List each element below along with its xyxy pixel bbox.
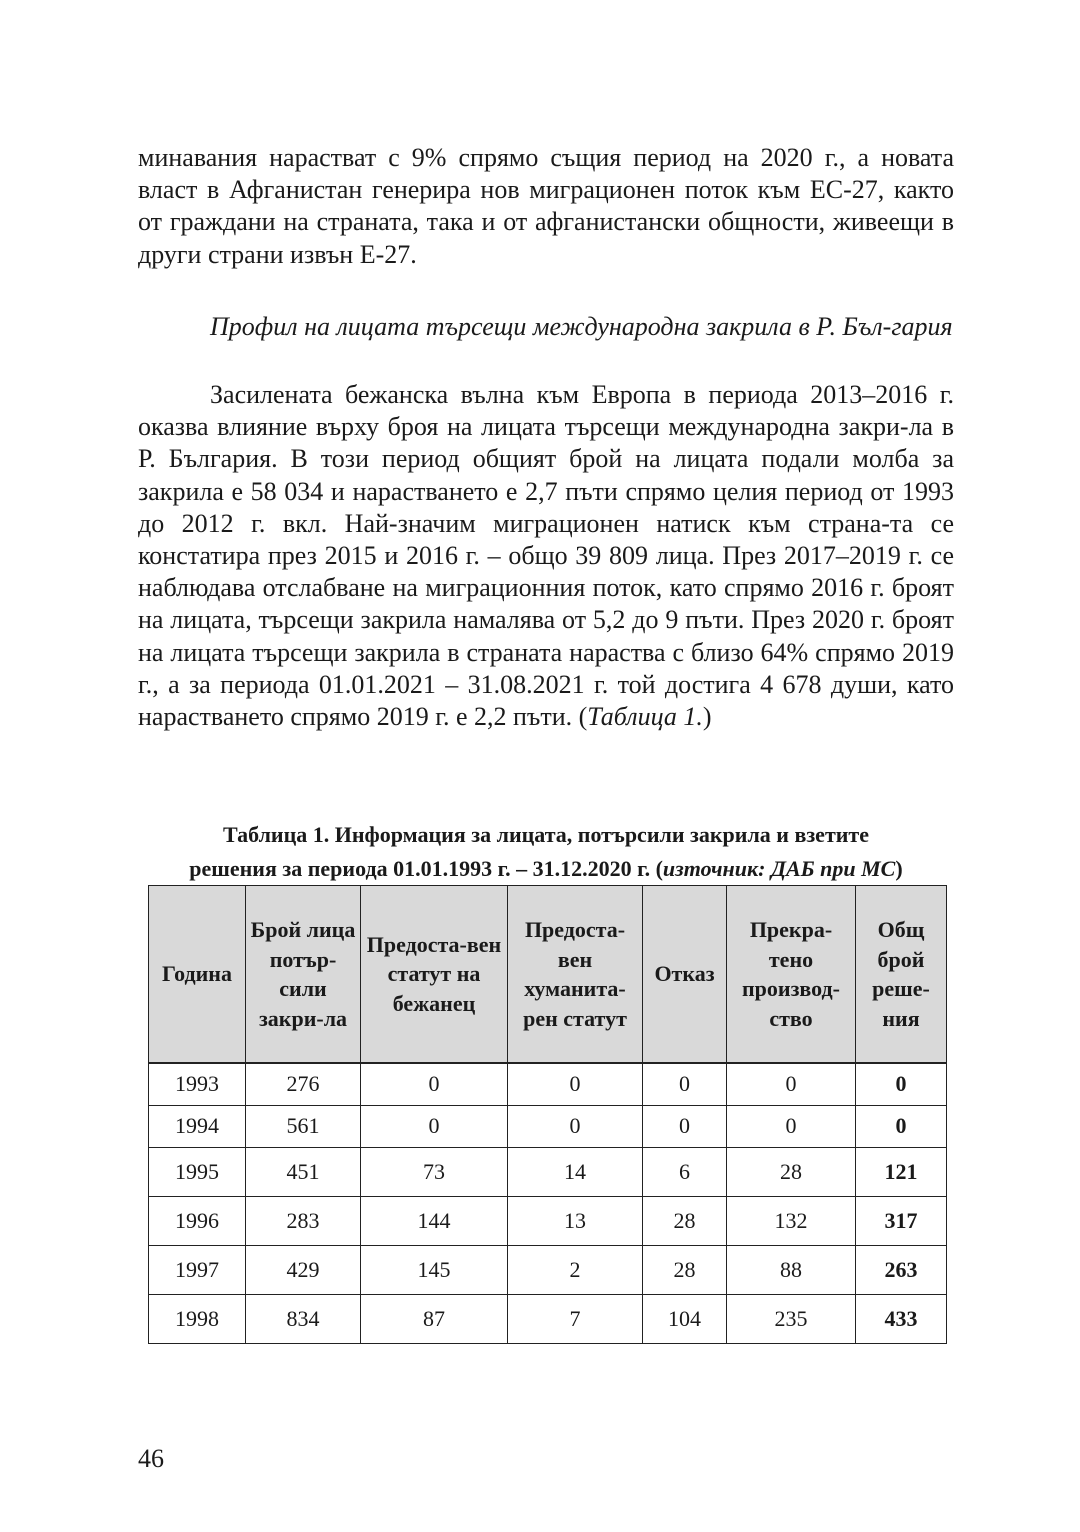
cell-year: 1997 [149,1245,246,1294]
header-applicants: Брой лица потър-сили закри-ла [246,886,361,1064]
table-row [149,1294,947,1343]
table-row [149,1105,947,1147]
caption-line-2: решения за периода 01.01.1993 г. – 31.12.2020 г. ( [189,856,663,881]
cell-refugee-status: 144 [361,1196,508,1245]
caption-source: източник: ДАБ при МС [662,856,896,881]
cell-applicants: 561 [246,1105,361,1147]
cell-humanitarian-status: 14 [508,1147,643,1196]
cell-terminated: 0 [727,1063,856,1105]
header-refugee-status: Предоста-вен статут на бежанец [361,886,508,1064]
cell-applicants: 276 [246,1063,361,1105]
paragraph-1: минавания нарастват с 9% спрямо същия период на 2020 г., а новата власт в Афганистан генерира нов миграционен поток към ЕС-27, както от граждани на страната, така и от афганистански общности, живеещи в други страни извън Е-27. [138,143,954,269]
cell-terminated: 235 [727,1294,856,1343]
section-heading: Профил на лицата търсещи международна закрила в Р. Бъл-гария [210,312,953,341]
header-total-decisions: Общ брой реше-ния [856,886,947,1064]
table-row [149,1147,947,1196]
cell-total: 433 [856,1294,947,1343]
cell-applicants: 429 [246,1245,361,1294]
cell-refusal: 104 [643,1294,727,1343]
cell-applicants: 283 [246,1196,361,1245]
paragraph-2-end: ) [702,702,712,732]
table-row [149,1196,947,1245]
cell-year: 1993 [149,1063,246,1105]
header-refusal: Отказ [643,886,727,1064]
cell-total: 0 [856,1063,947,1105]
cell-humanitarian-status: 0 [508,1105,643,1147]
cell-terminated: 0 [727,1105,856,1147]
cell-refusal: 28 [643,1245,727,1294]
caption-line-1: Таблица 1. Информация за лицата, потърсили закрила и взетите [222,822,869,847]
table-reference: Таблица 1. [587,702,703,732]
cell-applicants: 451 [246,1147,361,1196]
cell-refusal: 0 [643,1063,727,1105]
cell-year: 1995 [149,1147,246,1196]
page-number: 46 [138,1444,164,1473]
cell-refusal: 28 [643,1196,727,1245]
table-caption [138,818,954,886]
cell-total: 317 [856,1196,947,1245]
cell-terminated: 28 [727,1147,856,1196]
table-row [149,1063,947,1105]
table-header-row [149,886,947,1064]
cell-refugee-status: 87 [361,1294,508,1343]
header-terminated: Прекра-тено производ-ство [727,886,856,1064]
paragraph-2-text: Засилената бежанска вълна към Европа в периода 2013–2016 г. оказва влияние върху броя на лицата търсещи международна закри-ла в Р. България. В този период общият брой на лицата подали молба за закрила е 58 034 и нарастването е 2,7 пъти спрямо целия период от 1993 до 2012 г. вкл. Най-значим миграционен натиск към страна-та се констатира през 2015 и 2016 г. – общо 39 809 лица. През 2017–2019 г. се наблюдава отслабване на миграционния поток, като спрямо 2016 г. броят на лицата, търсещи закрила намалява от 5,2 до 9 пъти. През 2020 г. броят на лицата търсещи закрила в страната нараства с близо 64% спрямо 2019 г., а за периода 01.01.2021 – 31.08.2021 г. той достига 4 678 души, като нарастването спрямо 2019 г. е 2,2 пъти. ( [138,380,954,732]
cell-refugee-status: 145 [361,1245,508,1294]
table-row [149,1245,947,1294]
cell-refusal: 0 [643,1105,727,1147]
cell-terminated: 88 [727,1245,856,1294]
caption-end: ) [895,856,903,881]
header-year: Година [149,886,246,1064]
header-humanitarian-status: Предоста-вен хуманита-рен статут [508,886,643,1064]
paragraph-2 [138,379,954,733]
cell-humanitarian-status: 2 [508,1245,643,1294]
cell-humanitarian-status: 13 [508,1196,643,1245]
cell-refusal: 6 [643,1147,727,1196]
asylum-table [148,885,947,1344]
cell-refugee-status: 0 [361,1105,508,1147]
cell-year: 1996 [149,1196,246,1245]
cell-applicants: 834 [246,1294,361,1343]
cell-total: 0 [856,1105,947,1147]
cell-humanitarian-status: 7 [508,1294,643,1343]
cell-refugee-status: 73 [361,1147,508,1196]
cell-terminated: 132 [727,1196,856,1245]
cell-humanitarian-status: 0 [508,1063,643,1105]
cell-year: 1998 [149,1294,246,1343]
cell-total: 263 [856,1245,947,1294]
cell-year: 1994 [149,1105,246,1147]
cell-refugee-status: 0 [361,1063,508,1105]
cell-total: 121 [856,1147,947,1196]
